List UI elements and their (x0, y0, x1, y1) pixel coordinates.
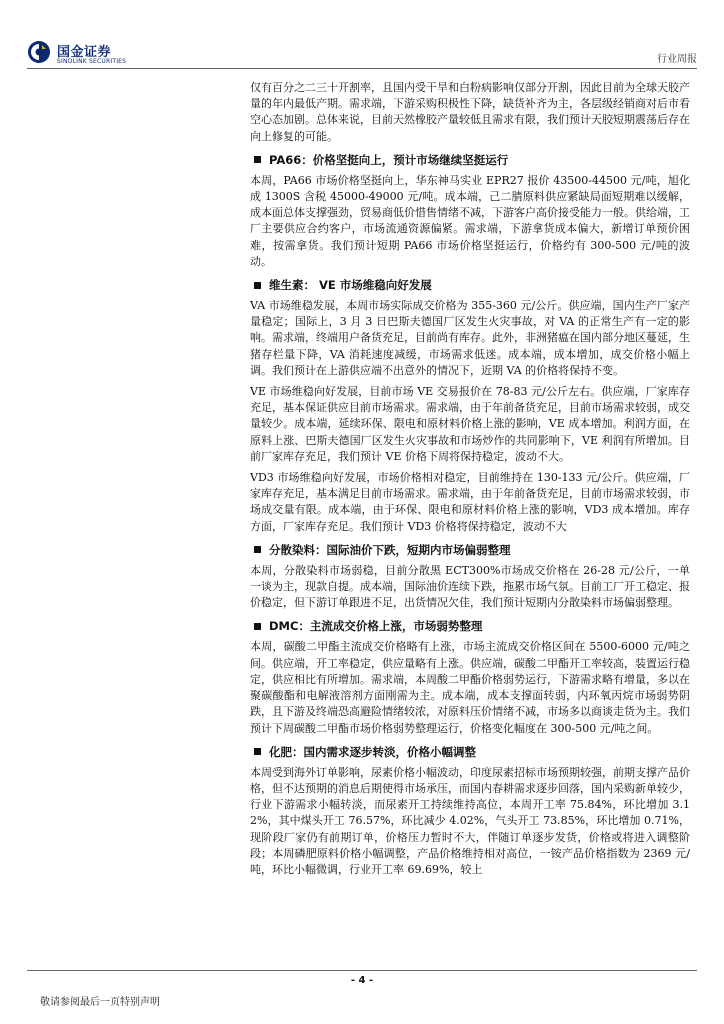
main-content (250, 80, 690, 878)
logo-text-en: SINOLINK SECURITIES (57, 58, 127, 65)
square-bullet-icon (254, 748, 261, 755)
section-title (250, 743, 690, 761)
section-paragraph: VE 市场维稳向好发展，目前市场 VE 交易报价在 78-83 元/公斤左右。供应端，厂家库存充足，基本保证供应目前市场需求。需求端，由于年前备货充足，目前市场需求较弱，成交量较少。成本端，延续环保、限电和原材料价格上涨的影响，VE 成本增加。利润方面，在原料上涨、巴斯夫德国厂区发生火灾事故和市场炒作的共同影响下，VE 利润有所增加。目前厂家库存充足，我们预计 VE 价格下周将保持稳定，波动不大。 (250, 385, 690, 463)
section-fertilizer (250, 743, 690, 878)
section-paragraph: 本周受到海外订单影响，尿素价格小幅波动，印度尿素招标市场预期较强，前期支撑产品价格，但不达预期的消息后期使得市场承压，而国内春耕需求逐步回落，国内采购新单较少，行业下游需求小幅转淡，而尿素开工持续维持高位，本周开工率 75.84%，环比增加 3.12%，其中煤头开工 76.57%，环比减少 4.02%，气头开工 73.85%，环比增加 0.71%，现阶段厂家仍有前期订单，价格压力暂时不大，伴随订单逐步发货，价格或将进入调整阶段；本周磷肥原料价格小幅调整，产品价格维持相对高位，一铵产品价格指数为 2369 元/吨，环比小幅微调，行业开工率 69.69%，较上 (250, 765, 690, 876)
square-bullet-icon (254, 546, 261, 553)
section-heading: 化肥：国内需求逐步转淡，价格小幅调整 (269, 744, 476, 759)
page-header (0, 0, 724, 76)
section-title (250, 617, 690, 635)
section-heading: PA66：价格坚挺向上，预计市场继续坚挺运行 (269, 152, 509, 167)
disclaimer-text: 敬请参阅最后一页特别声明 (40, 997, 160, 1008)
square-bullet-icon (254, 156, 261, 163)
section-disperse-dyes (250, 541, 690, 612)
square-bullet-icon (254, 623, 261, 630)
section-paragraph: 本周，PA66 市场价格坚挺向上，华东神马实业 EPR27 报价 43500-44500 元/吨，旭化成 1300S 含税 45000-49000 元/吨。成本端，己二腈原料供应紧缺局面短期难以缓解，成本面总体支撑强劲，贸易商低价惜售情绪不减，下游客户高价接受能力一般。供给端，工厂主要供应合约客户，市场流通资源偏紧。需求端，下游拿货成本偏大，新增订单预价困难，按需拿货。我们预计短期 PA66 市场价格坚挺运行，价格约有 300-500 元/吨的波动。 (250, 173, 690, 268)
section-heading: 维生素： VE 市场维稳向好发展 (269, 278, 432, 293)
section-title (250, 151, 690, 169)
section-title (250, 276, 690, 294)
company-logo (27, 38, 137, 70)
section-dmc (250, 617, 690, 736)
section-vitamins (250, 276, 690, 535)
section-pa66 (250, 151, 690, 270)
header-divider (27, 68, 697, 69)
section-paragraph: 本周，分散染料市场弱稳，目前分散黑 ECT300%市场成交价格在 26-28 元/公斤，一单一谈为主，现款自提。成本端，国际油价连续下跌，拖累市场气氛。目前工厂开工稳定、报价稳定，但下游订单跟进不足，出货情况欠佳，我们预计短期内分散染料市场偏弱整理。 (250, 563, 690, 610)
page-number: - 4 - (350, 975, 374, 986)
section-paragraph: 本周，碳酸二甲酯主流成交价格略有上涨，市场主流成交价格区间在 5500-6000 元/吨之间。供应端，开工率稳定，供应量略有上涨。供应端，碳酸二甲酯开工率较高，装置运行稳定，供应相比有所增加。需求端，本周酸二甲酯价格弱势运行，下游需求略有增量，多以在聚碳酸酯和电解液溶剂方面刚需为主。成本端，成本支撑面转弱，内环氧丙烷市场弱势阴跌，且下游及终端恐高避险情绪较浓，对原料压价情绪不减，市场多以商谈走货为主。我们预计下周碳酸二甲酯市场价格弱势整理运行，价格变化幅度在 300-500 元/吨之间。 (250, 640, 690, 735)
section-paragraph: VD3 市场维稳向好发展，市场价格相对稳定，目前维持在 130-133 元/公斤。供应端，厂家库存充足，基本满足目前市场需求。需求端，由于年前备货充足，目前市场需求较弱，市场成交量有限。成本端，由于环保、限电和原材料价格上涨的影响，VD3 成本增加。库存方面，厂家库存充足。我们预计 VD3 价格将保持稳定，波动不大 (250, 471, 690, 533)
square-bullet-icon (254, 282, 261, 289)
sinolink-logo-icon (27, 40, 51, 64)
section-title (250, 541, 690, 559)
section-heading: 分散染料：国际油价下跌，短期内市场偏弱整理 (269, 542, 511, 557)
report-type-label: 行业周报 (657, 54, 697, 65)
intro-paragraph: 仅有百分之二三十开割率，且国内受干旱和白粉病影响仅部分开割，因此目前为全球天胶产量的年内最低产期。需求端，下游采购积极性下降，缺货补齐为主，各层级经销商对后市看空心态加剧。总体来说，目前天然橡胶产量较低且需求有限，我们预计天胶短期震荡后存在向上修复的可能。 (250, 81, 690, 143)
section-paragraph: VA 市场维稳发展，本周市场实际成交价格为 355-360 元/公斤。供应端，国内生产厂家产量稳定；国际上，3 月 3 日巴斯夫德国厂区发生火灾事故，对 VA 的正常生产有一定的影响。需求端，终端用户备货充足，目前尚有库存。此外，非洲猪瘟在国内部分地区蔓延，生猪存栏量下降，VA 消耗速度减缓，市场需求低迷。成本端，成本增加，成交价格小幅上调。我们预计在上游供应端不出意外的情况下，近期 VA 的价格将保持不变。 (250, 299, 690, 377)
section-heading: DMC：主流成交价格上涨，市场弱势整理 (269, 619, 483, 634)
logo-text-cn: 国金证券 (57, 45, 112, 60)
footer-divider (27, 970, 697, 971)
